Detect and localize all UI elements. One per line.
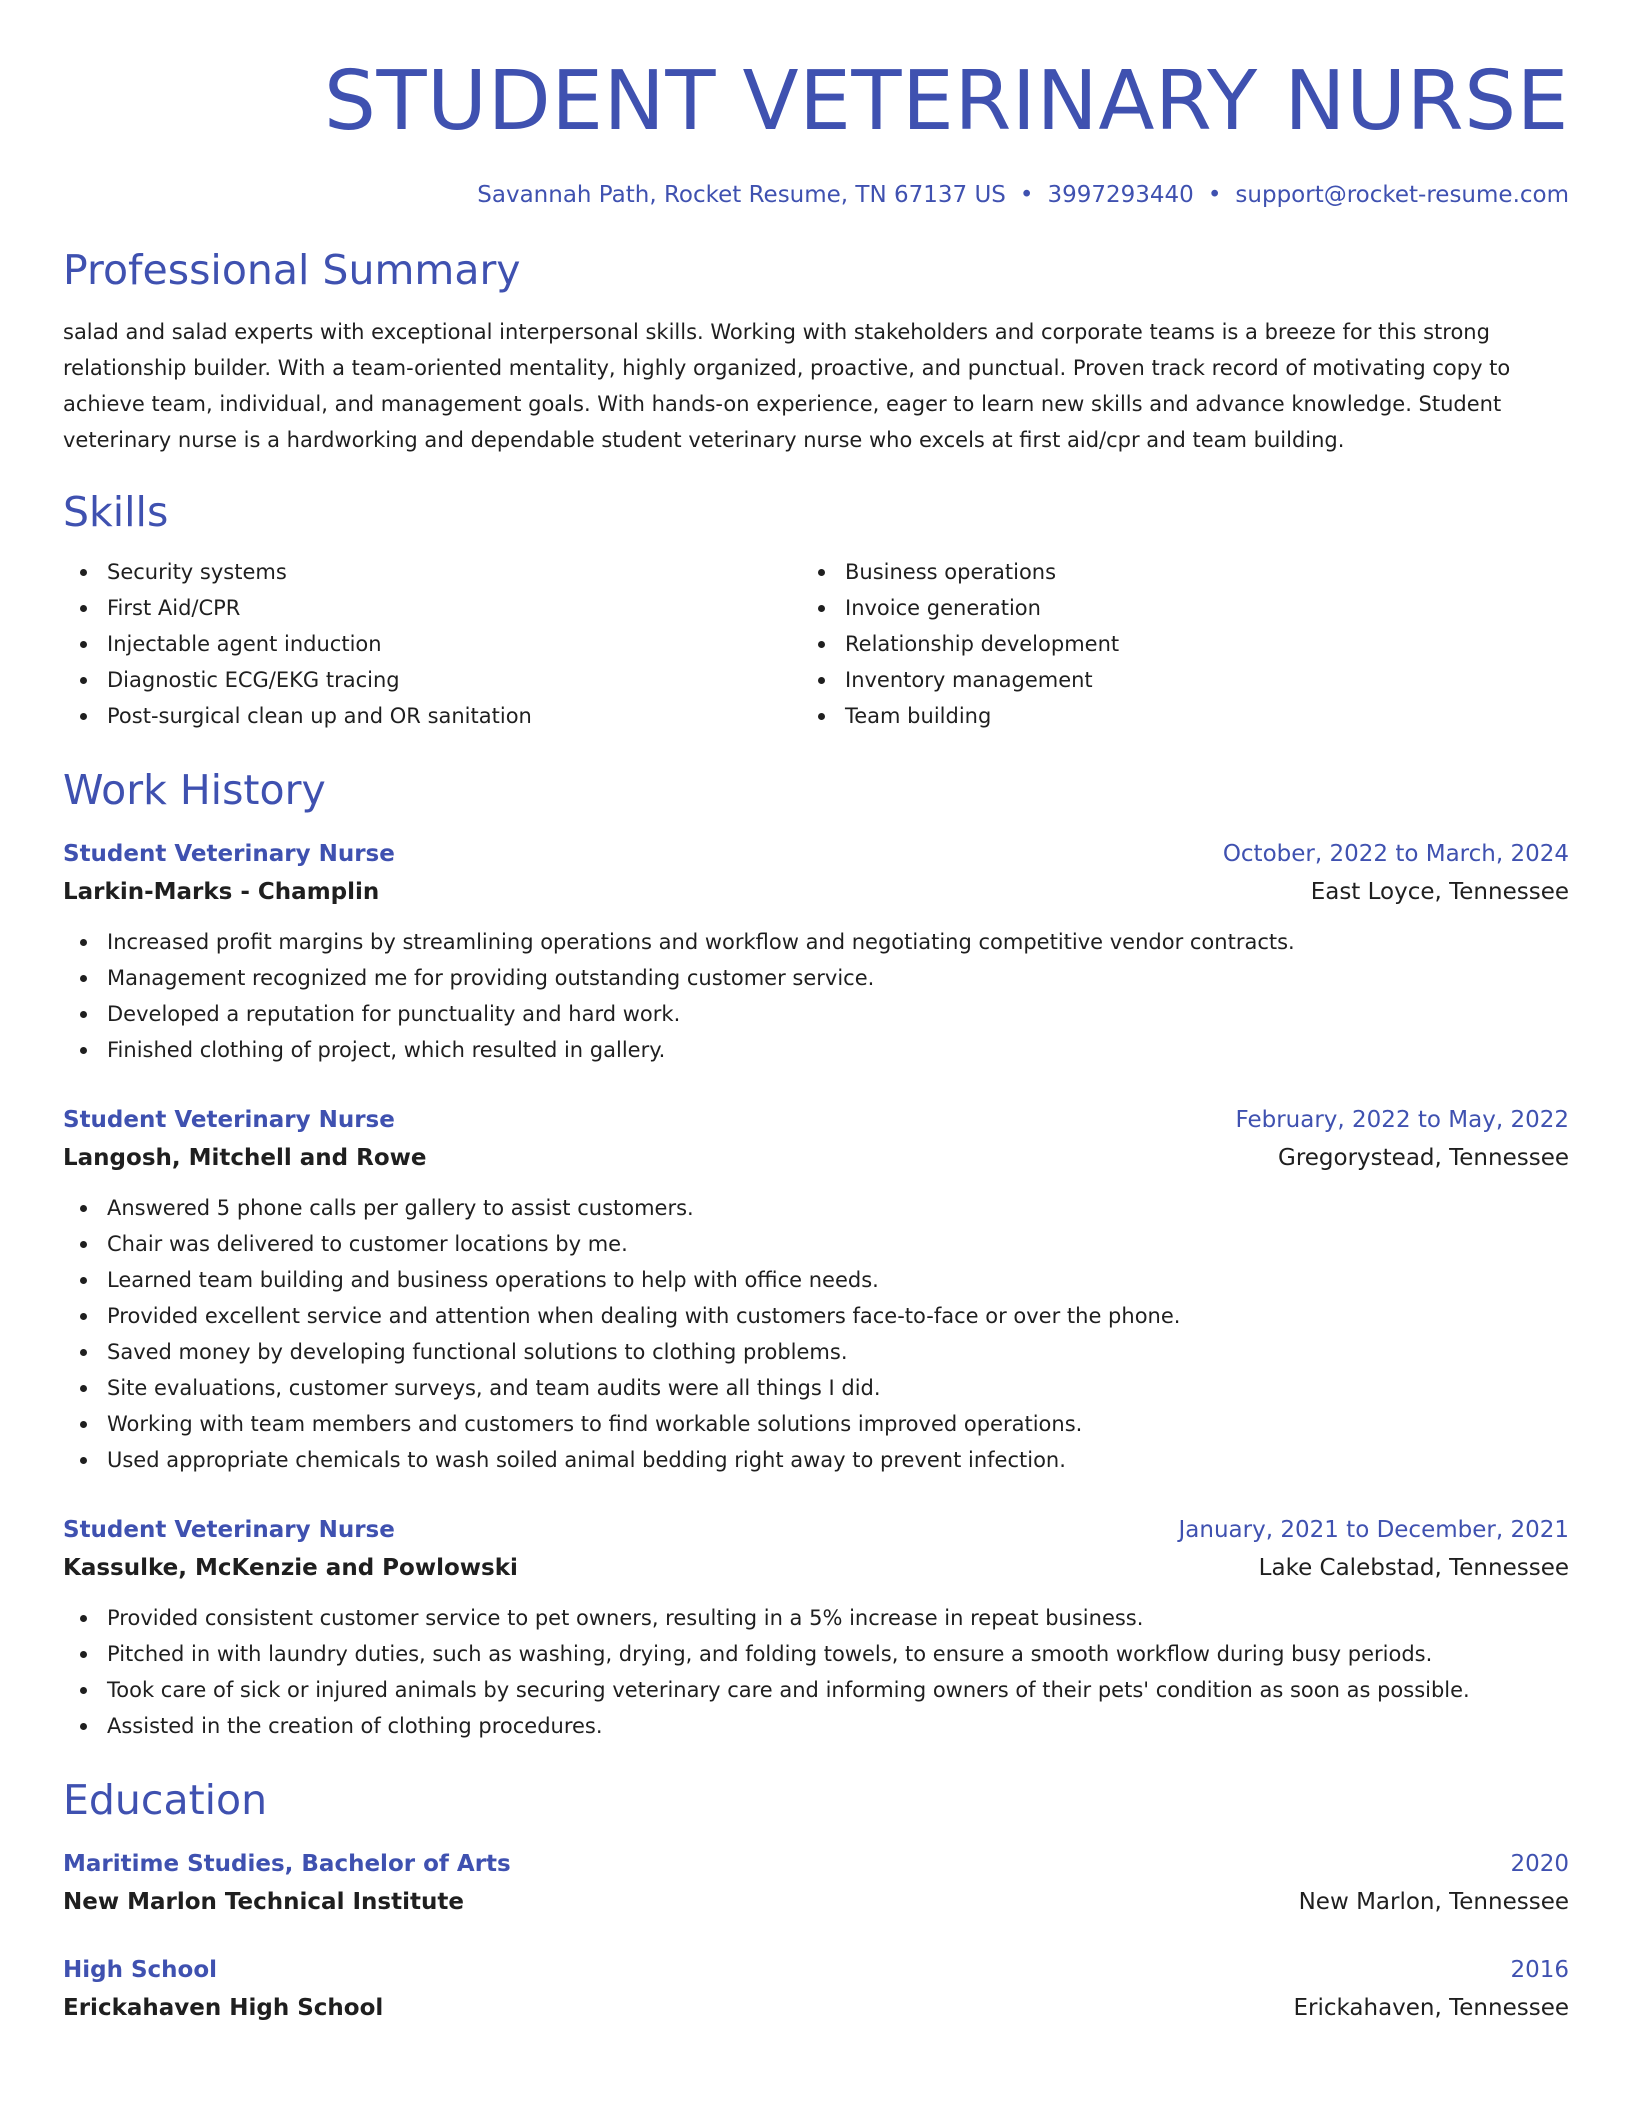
job-duty: Used appropriate chemicals to wash soiled animal bedding right away to prevent infection. <box>63 1442 1569 1478</box>
education-year: 2020 <box>1510 1851 1569 1877</box>
job-duty: Provided consistent customer service to pet owners, resulting in a 5% increase in repeat business. <box>63 1600 1569 1636</box>
contact-separator: • <box>1207 182 1222 208</box>
skill-item: Invoice generation <box>801 590 1539 626</box>
education-degree: High School <box>63 1957 218 1983</box>
skill-item: Security systems <box>63 554 801 590</box>
job-location: Gregorystead, Tennessee <box>1278 1145 1569 1171</box>
job-duty: Finished clothing of project, which resulted in gallery. <box>63 1032 1569 1068</box>
job-entry <box>63 836 1569 1068</box>
job-duty: Answered 5 phone calls per gallery to assist customers. <box>63 1190 1569 1226</box>
job-dates: January, 2021 to December, 2021 <box>1178 1517 1569 1543</box>
job-duty: Site evaluations, customer surveys, and team audits were all things I did. <box>63 1370 1569 1406</box>
page-title: STUDENT VETERINARY NURSE <box>323 54 1569 149</box>
job-role: Student Veterinary Nurse <box>63 841 395 867</box>
skill-item: First Aid/CPR <box>63 590 801 626</box>
job-role: Student Veterinary Nurse <box>63 1517 395 1543</box>
summary-heading: Professional Summary <box>63 246 521 294</box>
contact-phone: 3997293440 <box>1047 182 1194 208</box>
education-entry <box>63 1846 1569 1922</box>
contact-address: Savannah Path, Rocket Resume, TN 67137 US <box>477 182 1006 208</box>
skills-column-right <box>801 554 1539 734</box>
education-year: 2016 <box>1510 1957 1569 1983</box>
job-duties <box>63 1600 1569 1744</box>
skills-list <box>63 554 1569 734</box>
summary-text: salad and salad experts with exceptional interpersonal skills. Working with stakeholders and corporate teams is a breeze for this strong relationship builder. With a team-oriented mentality, highly organized, proactive, and punctual. Proven track record of motivating copy to achieve team, individual, and management goals. With hands-on experience, eager to learn new skills and advance knowledge. Student veterinary nurse is a hardworking and dependable student veterinary nurse who excels at first aid/cpr and team building. <box>63 320 1511 452</box>
job-duty: Increased profit margins by streamlining operations and workflow and negotiating competitive vendor contracts. <box>63 924 1569 960</box>
job-duties <box>63 1190 1569 1478</box>
work-history-heading: Work History <box>63 766 326 814</box>
skill-item: Inventory management <box>801 662 1539 698</box>
job-entry <box>63 1512 1569 1744</box>
education-location: Erickahaven, Tennessee <box>1293 1995 1569 2021</box>
job-location: East Loyce, Tennessee <box>1310 879 1569 905</box>
job-duty: Working with team members and customers to find workable solutions improved operations. <box>63 1406 1569 1442</box>
education-school: Erickahaven High School <box>63 1995 384 2021</box>
job-location: Lake Calebstad, Tennessee <box>1258 1555 1569 1581</box>
education-entry <box>63 1952 1569 2028</box>
contact-email: support@rocket-resume.com <box>1235 182 1569 208</box>
job-duty: Pitched in with laundry duties, such as washing, drying, and folding towels, to ensure a smooth workflow during busy periods. <box>63 1636 1569 1672</box>
skill-item: Diagnostic ECG/EKG tracing <box>63 662 801 698</box>
job-duty: Learned team building and business operations to help with office needs. <box>63 1262 1569 1298</box>
job-duty: Provided excellent service and attention when dealing with customers face-to-face or over the phone. <box>63 1298 1569 1334</box>
job-duty: Took care of sick or injured animals by securing veterinary care and informing owners of their pets' condition as soon as possible. <box>63 1672 1569 1708</box>
contact-line <box>63 180 1569 210</box>
skill-item: Team building <box>801 698 1539 734</box>
skills-heading: Skills <box>63 488 169 536</box>
job-duty: Assisted in the creation of clothing procedures. <box>63 1708 1569 1744</box>
contact-separator: • <box>1019 182 1034 208</box>
job-duties <box>63 924 1569 1068</box>
job-entry <box>63 1102 1569 1478</box>
skills-column-left <box>63 554 801 734</box>
job-company: Larkin-Marks - Champlin <box>63 879 380 905</box>
job-role: Student Veterinary Nurse <box>63 1107 395 1133</box>
job-duty: Developed a reputation for punctuality and hard work. <box>63 996 1569 1032</box>
education-school: New Marlon Technical Institute <box>63 1889 464 1915</box>
education-heading: Education <box>63 1776 268 1824</box>
education-degree: Maritime Studies, Bachelor of Arts <box>63 1851 511 1877</box>
job-duty: Management recognized me for providing outstanding customer service. <box>63 960 1569 996</box>
job-company: Langosh, Mitchell and Rowe <box>63 1145 427 1171</box>
job-company: Kassulke, McKenzie and Powlowski <box>63 1555 518 1581</box>
skill-item: Injectable agent induction <box>63 626 801 662</box>
job-duty: Saved money by developing functional solutions to clothing problems. <box>63 1334 1569 1370</box>
education-location: New Marlon, Tennessee <box>1298 1889 1569 1915</box>
skill-item: Post-surgical clean up and OR sanitation <box>63 698 801 734</box>
job-dates: October, 2022 to March, 2024 <box>1222 841 1569 867</box>
job-duty: Chair was delivered to customer locations by me. <box>63 1226 1569 1262</box>
job-dates: February, 2022 to May, 2022 <box>1235 1107 1569 1133</box>
skill-item: Relationship development <box>801 626 1539 662</box>
resume-header <box>63 0 1569 210</box>
skill-item: Business operations <box>801 554 1539 590</box>
